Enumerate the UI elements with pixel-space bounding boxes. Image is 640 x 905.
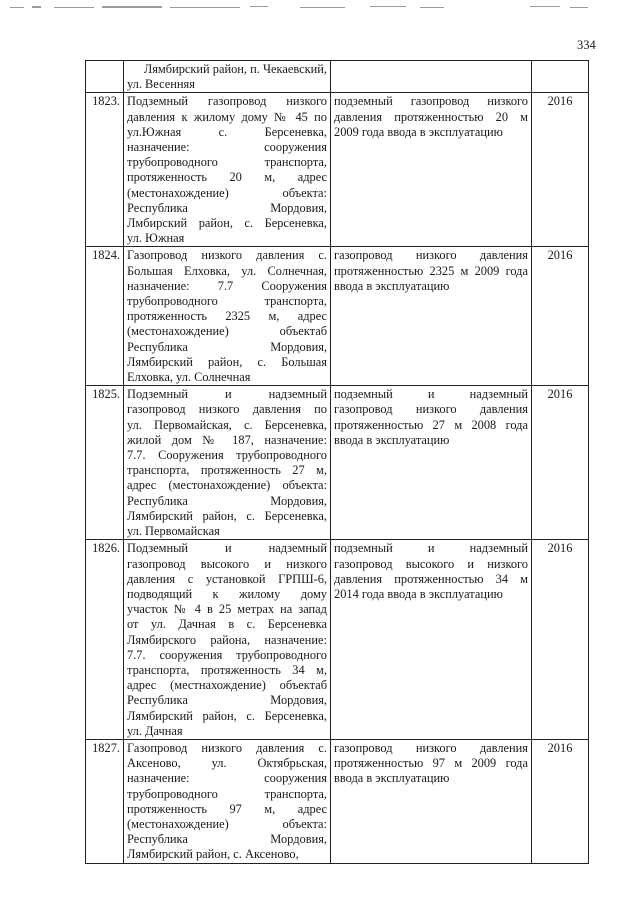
object-line: газопровод низкого давления по xyxy=(127,402,327,417)
object-line: протяженность 97 м, адрес xyxy=(127,801,327,816)
object-cell xyxy=(124,386,331,540)
table-row xyxy=(86,247,589,386)
year-cell: 2016 xyxy=(532,739,589,863)
description-line: подземный газопровод низкого xyxy=(334,94,528,109)
row-number-cell xyxy=(86,61,124,93)
description-line: ввода в эксплуатацию xyxy=(334,432,450,447)
object-line: подводящий к жилому дому xyxy=(127,586,327,601)
object-line: назначение: сооружения xyxy=(127,771,327,786)
object-line: Республика Мордовия, xyxy=(127,200,327,215)
object-line: Газопровод низкого давления с. xyxy=(127,740,327,755)
table-row xyxy=(86,540,589,740)
row-number: 1824. xyxy=(86,247,124,386)
object-line: Елховка, ул. Солнечная xyxy=(127,370,251,385)
object-cell xyxy=(124,739,331,863)
object-cell xyxy=(124,540,331,740)
object-line: Республика Мордовия, xyxy=(127,832,327,847)
object-line: адрес (местонахождение) объекта: xyxy=(127,478,327,493)
description-line: газопровод высокого и низкого xyxy=(334,556,528,571)
object-line: Лямбирский район, с. Берсеневка, xyxy=(127,708,327,723)
object-line: Подземный и надземный xyxy=(127,387,327,402)
registry-table xyxy=(85,60,589,864)
object-line: назначение: сооружения xyxy=(127,140,327,155)
object-line: Республика Мордовия, xyxy=(127,493,327,508)
object-line: (местонахождение) объекта: xyxy=(127,816,327,831)
year-cell: 2016 xyxy=(532,247,589,386)
year-cell: 2016 xyxy=(532,386,589,540)
object-line: ул. Южная xyxy=(127,231,185,246)
description-line: протяженностью 97 м 2009 года xyxy=(334,756,528,771)
object-line: Газопровод низкого давления с. xyxy=(127,248,327,263)
object-line: давления к жилому дому № 45 по xyxy=(127,109,327,124)
object-line: Лямбирский район, с. Берсеневка, xyxy=(127,508,327,523)
table-row xyxy=(86,739,589,863)
object-line: Республика Мордовия, xyxy=(127,339,327,354)
description-cell xyxy=(331,61,532,93)
description-line: давления протяженностью 20 м xyxy=(334,109,528,124)
scan-noise-strip xyxy=(10,4,600,10)
object-line: от ул. Дачная в с. Берсеневка xyxy=(127,617,327,632)
object-line: Подземный и надземный xyxy=(127,541,327,556)
description-cell xyxy=(331,386,532,540)
object-line: Республика Мордовия, xyxy=(127,693,327,708)
object-line: Лямбирский район, п. Чекаевский, xyxy=(143,62,327,76)
object-line: трубопроводного транспорта, xyxy=(127,786,327,801)
object-line: Большая Елховка, ул. Солнечная, xyxy=(127,263,327,278)
description-line: давления протяженностью 34 м xyxy=(334,571,528,586)
object-line: ул. Весенняя xyxy=(127,77,195,92)
object-line: адрес (местнахождение) объектаб xyxy=(127,678,327,693)
description-line: подземный и надземный xyxy=(334,541,528,556)
description-line: газопровод низкого давления xyxy=(334,740,528,755)
object-cell xyxy=(124,247,331,386)
row-number: 1825. xyxy=(86,386,124,540)
object-line: назначение: 7.7 Сооружения xyxy=(127,278,327,293)
object-line: участок № 4 в 25 метрах на запад xyxy=(127,602,327,617)
row-number: 1826. xyxy=(86,540,124,740)
page-number: 334 xyxy=(577,38,596,52)
description-cell xyxy=(331,93,532,247)
description-line: газопровод низкого давления xyxy=(334,402,528,417)
object-cell xyxy=(124,93,331,247)
object-line: транспорта, протяженность 34 м, xyxy=(127,662,327,677)
object-line: 7.7. Сооружения трубопроводного xyxy=(127,448,327,463)
table-row-carryover xyxy=(86,61,589,93)
object-line: ул. Дачная xyxy=(127,723,183,738)
object-line: давления с установкой ГРПШ-6, xyxy=(127,571,327,586)
object-line: Лямбирский район, с. Аксеново, xyxy=(127,847,299,862)
object-line: (местонахождение) объектаб xyxy=(127,324,327,339)
object-line: 7.7. сооружения трубопроводного xyxy=(127,647,327,662)
row-number: 1823. xyxy=(86,93,124,247)
table-row xyxy=(86,93,589,247)
description-line: подземный и надземный xyxy=(334,387,528,402)
description-line: протяженностью 27 м 2008 года xyxy=(334,417,528,432)
table-row xyxy=(86,386,589,540)
object-line: Подземный газопровод низкого xyxy=(127,94,327,109)
description-line: газопровод низкого давления xyxy=(334,248,528,263)
description-cell xyxy=(331,739,532,863)
description-cell xyxy=(331,247,532,386)
row-number: 1827. xyxy=(86,739,124,863)
description-line: 2009 года ввода в эксплуатацию xyxy=(334,124,503,139)
description-line: 2014 года ввода в эксплуатацию xyxy=(334,586,503,601)
object-line: жилой дом № 187, назначение: xyxy=(127,432,327,447)
object-line: Лмбирский район, с. Берсеневка, xyxy=(127,216,327,231)
object-line: протяженность 20 м, адрес xyxy=(127,170,327,185)
object-line: протяженность 2325 м, адрес xyxy=(127,309,327,324)
object-line: ул. Первомайская, с. Берсеневка, xyxy=(127,417,327,432)
description-line: ввода в эксплуатацию xyxy=(334,278,450,293)
object-line: газопровод высокого и низкого xyxy=(127,556,327,571)
description-cell xyxy=(331,540,532,740)
object-line: ул.Южная с. Берсеневка, xyxy=(127,124,327,139)
object-line: трубопроводного транспорта, xyxy=(127,294,327,309)
object-line: транспорта, протяженность 27 м, xyxy=(127,463,327,478)
description-line: протяженностью 2325 м 2009 года xyxy=(334,263,528,278)
year-cell: 2016 xyxy=(532,93,589,247)
object-line: Лямбирский район, с. Большая xyxy=(127,354,327,369)
object-line: Лямбирского района, назначение: xyxy=(127,632,327,647)
object-line: (местонахождение) объекта: xyxy=(127,185,327,200)
object-line: трубопроводного транспорта, xyxy=(127,155,327,170)
object-cell xyxy=(124,61,331,93)
object-line: Аксеново, ул. Октябрьская, xyxy=(127,756,327,771)
description-line: ввода в эксплуатацию xyxy=(334,771,450,786)
object-line: ул. Первомайская xyxy=(127,524,220,539)
year-cell: 2016 xyxy=(532,540,589,740)
year-cell xyxy=(532,61,589,93)
